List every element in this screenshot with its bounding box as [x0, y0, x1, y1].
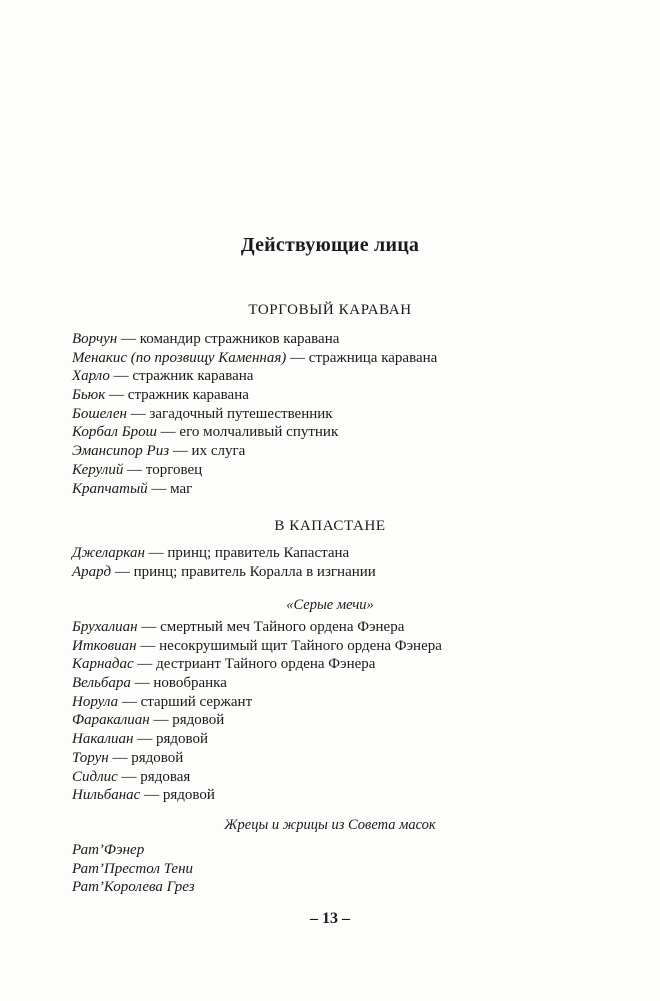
character-role: — их слуга — [169, 443, 246, 460]
character-role: — торговец — [123, 461, 203, 478]
section-heading-kapastan: В КАПАСТАНЕ — [274, 518, 386, 534]
character-entry — [72, 749, 592, 768]
character-name: Керулий — [72, 461, 124, 478]
character-role: — рядовой — [108, 749, 184, 766]
character-name: Крапчатый — [72, 480, 148, 497]
character-entry — [72, 693, 592, 712]
character-role: — несокрушимый щит Тайного ордена Фэнера — [136, 637, 442, 654]
character-role: — маг — [147, 480, 193, 497]
character-role: — рядовой — [133, 731, 209, 748]
character-entry — [72, 386, 592, 405]
character-entry — [72, 655, 592, 674]
character-entry — [72, 330, 592, 349]
character-role: — старший сержант — [118, 693, 253, 710]
character-role: — рядовая — [117, 768, 191, 785]
character-entry — [72, 405, 592, 424]
character-name: Брухалиан — [72, 619, 138, 635]
character-name: Бьюк — [72, 387, 106, 404]
character-role: — командир стражников каравана — [117, 331, 340, 347]
sub-heading-priests: Жрецы и жрицы из Совета масок — [224, 817, 436, 833]
character-entry — [72, 618, 592, 637]
character-name: Торун — [72, 749, 109, 766]
character-name: Рат’Престол Тени — [72, 860, 194, 877]
character-entry — [72, 674, 592, 693]
character-role: — стражница каравана — [286, 349, 438, 366]
character-entry — [72, 563, 592, 582]
character-entry — [72, 768, 592, 787]
character-entry — [72, 878, 592, 897]
character-role: — загадочный путешественник — [126, 405, 333, 422]
character-role: — рядовой — [149, 712, 225, 729]
character-entry — [72, 461, 592, 480]
character-role: — новобранка — [130, 675, 227, 692]
character-entry — [72, 860, 592, 879]
character-entry — [72, 367, 592, 386]
kapastan-list — [72, 544, 592, 581]
grey-swords-list — [72, 618, 592, 805]
character-name: Арард — [72, 563, 112, 580]
character-role: — принц; правитель Коралла в изгнании — [111, 563, 376, 580]
character-name: Вельбара — [72, 675, 131, 692]
character-entry — [72, 442, 592, 461]
character-role: — дестриант Тайного ордена Фэнера — [133, 656, 376, 673]
character-entry — [72, 423, 592, 442]
character-name: Эмансипор Риз — [72, 443, 170, 460]
character-entry — [72, 480, 592, 499]
character-name: Накалиан — [72, 731, 134, 748]
character-name: Фаракалиан — [72, 712, 150, 729]
priests-list — [72, 841, 592, 897]
character-name: Бошелен — [72, 405, 127, 422]
character-name: Карнадас — [72, 656, 134, 673]
character-name: Ворчун — [72, 331, 118, 347]
character-name: Рат’Фэнер — [72, 842, 145, 858]
character-entry — [72, 544, 592, 563]
character-name: Харло — [72, 368, 110, 385]
character-name: Менакис (по прозвищу Каменная) — [72, 349, 287, 366]
character-role: — стражник каравана — [105, 387, 249, 404]
character-name: Джеларкан — [72, 545, 145, 561]
character-role: — рядовой — [140, 787, 215, 804]
character-entry — [72, 349, 592, 368]
page-number: – 13 – — [310, 910, 350, 927]
character-role: — стражник каравана — [109, 368, 254, 385]
caravan-list — [72, 330, 592, 498]
section-heading-caravan: ТОРГОВЫЙ КАРАВАН — [248, 302, 412, 318]
character-name: Сидлис — [72, 768, 118, 785]
sub-heading-grey-swords: «Серые мечи» — [286, 597, 374, 613]
character-entry — [72, 730, 592, 749]
character-name: Рат’Королева Грез — [72, 879, 195, 896]
character-entry — [72, 637, 592, 656]
character-role: — его молчаливый спутник — [156, 424, 339, 441]
character-role: — принц; правитель Капастана — [144, 545, 350, 561]
character-entry — [72, 711, 592, 730]
character-name: Итковиан — [72, 637, 137, 654]
character-entry — [72, 786, 592, 805]
character-name: Нильбанас — [72, 787, 141, 804]
page-title: Действующие лица — [240, 234, 420, 256]
character-role: — смертный меч Тайного ордена Фэнера — [137, 619, 405, 635]
character-entry — [72, 841, 592, 860]
character-name: Норула — [72, 693, 119, 710]
character-name: Корбал Брош — [72, 424, 157, 441]
